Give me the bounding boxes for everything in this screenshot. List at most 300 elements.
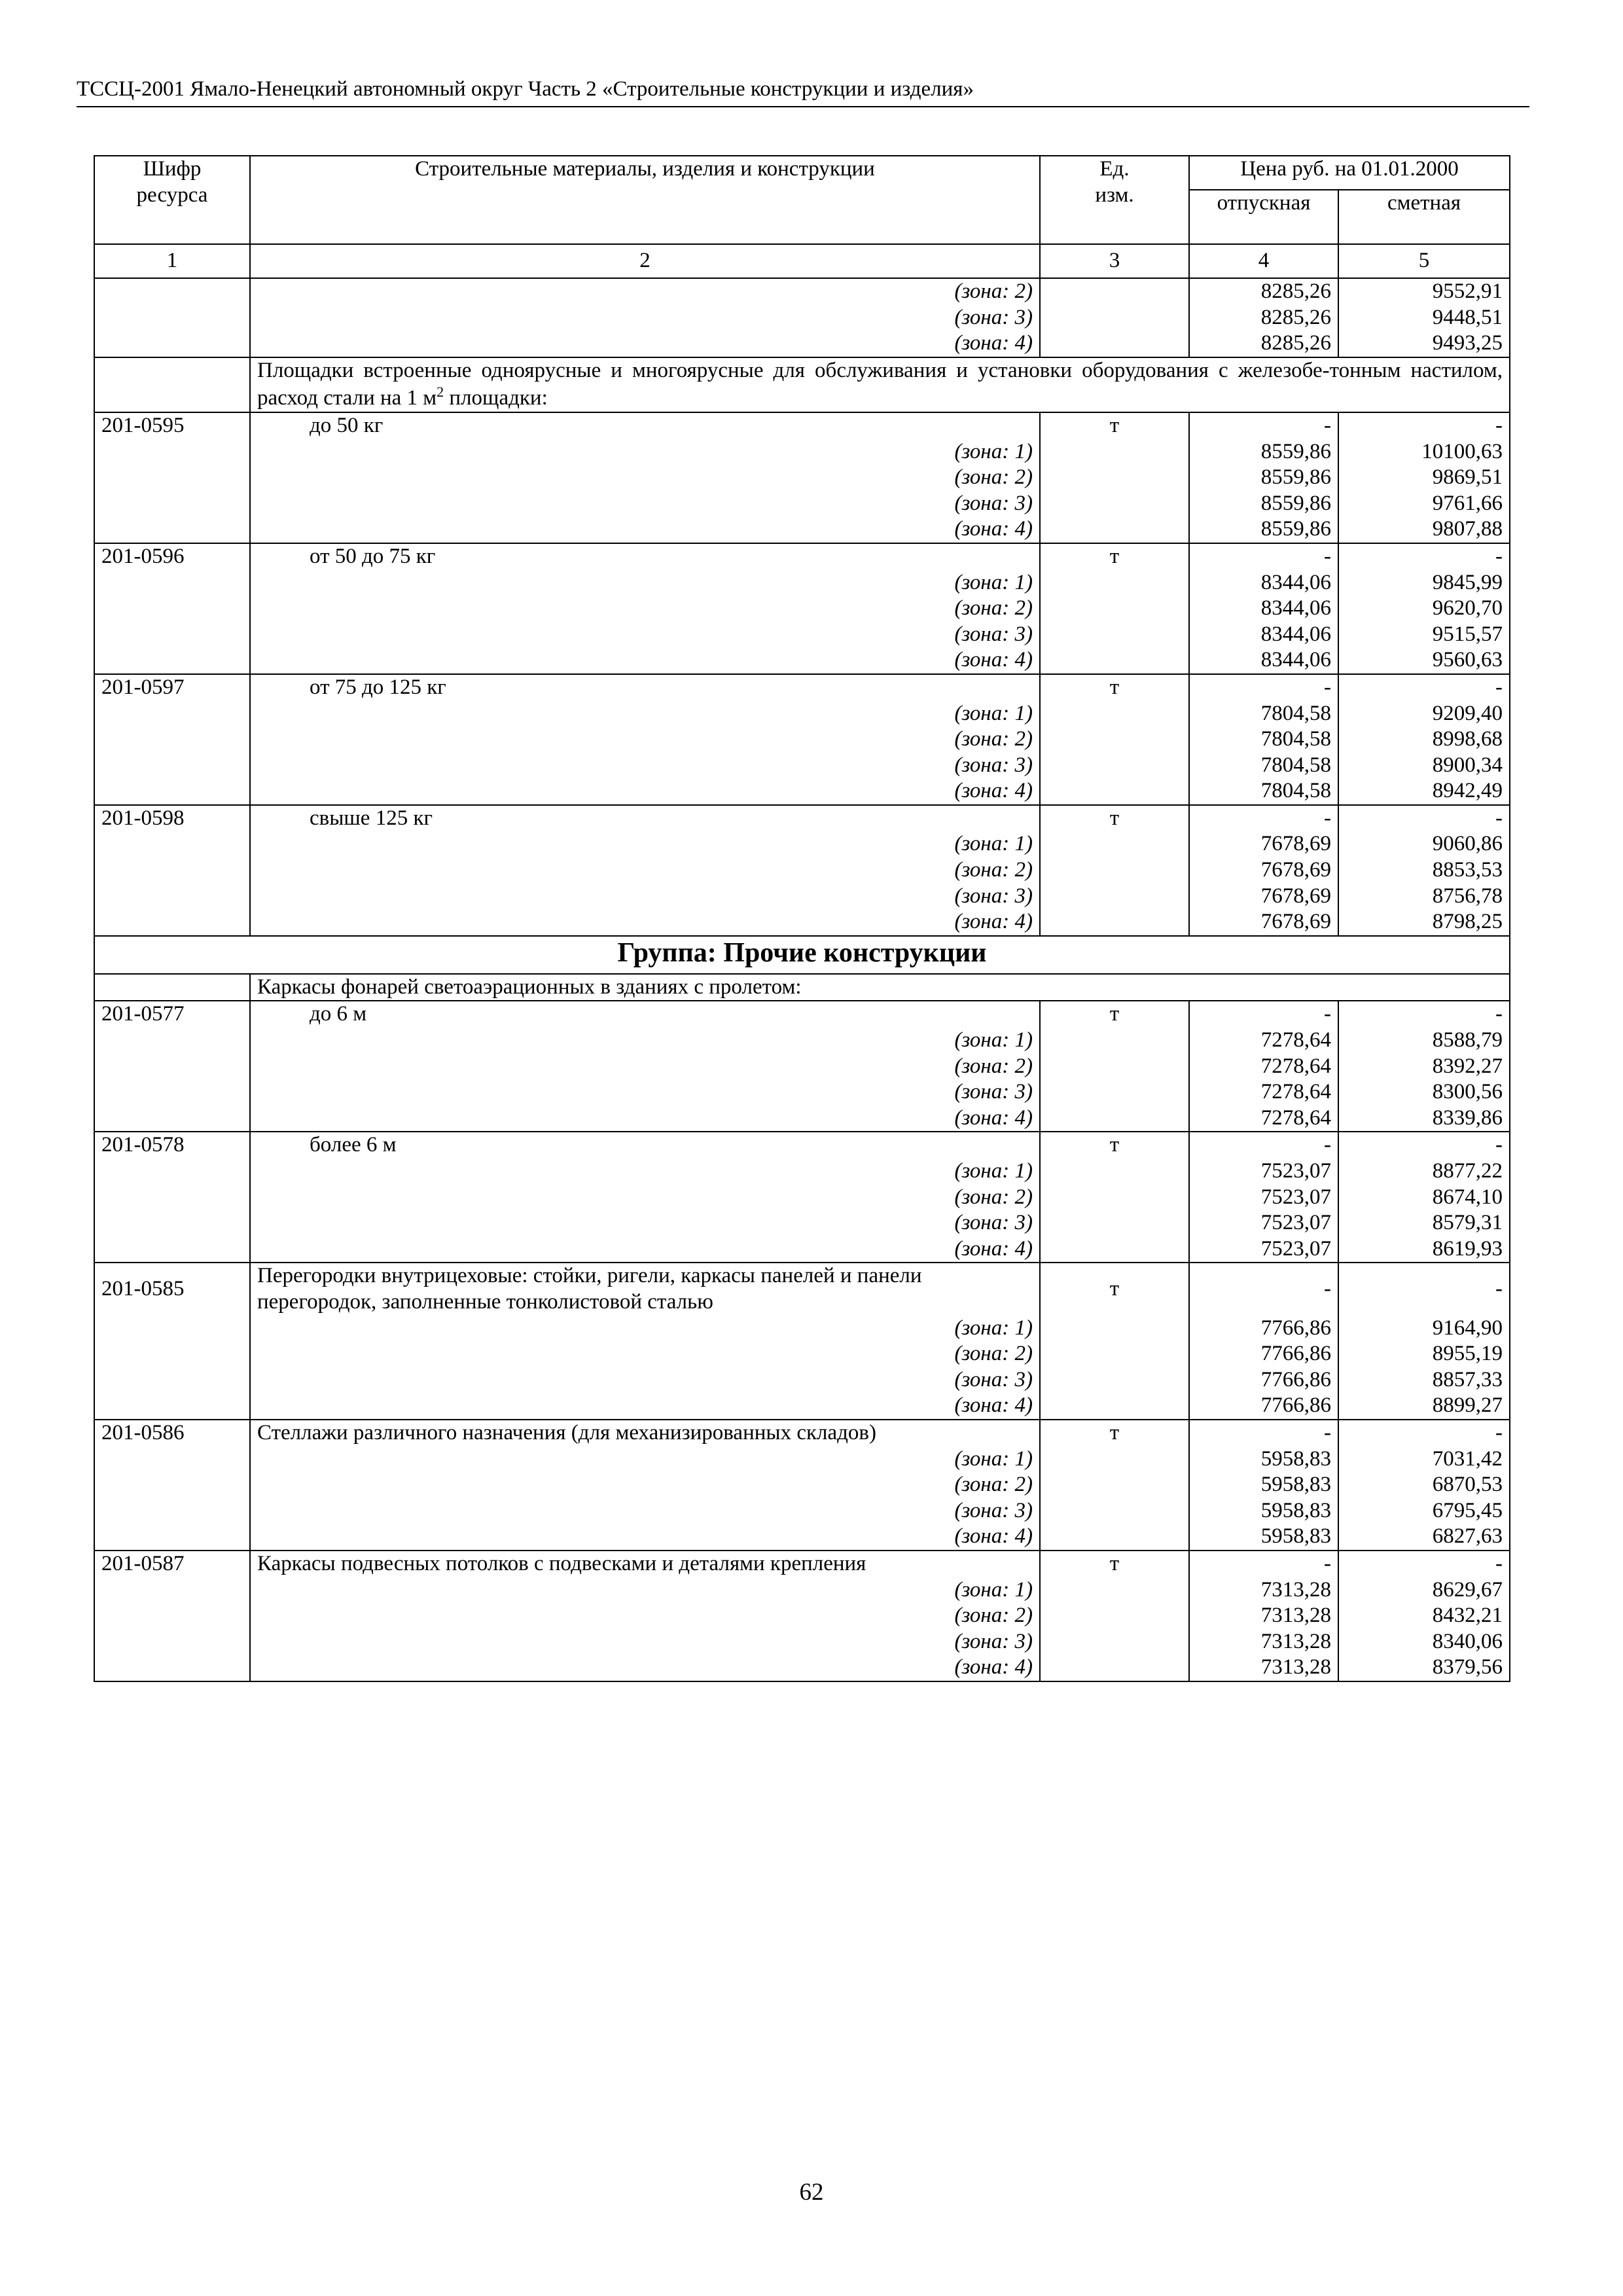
unit-cell bbox=[1040, 726, 1189, 753]
unit-cell: т bbox=[1040, 1001, 1189, 1028]
resource-code bbox=[94, 331, 250, 357]
estimate-price: 6795,45 bbox=[1338, 1498, 1510, 1524]
estimate-price: 6870,53 bbox=[1338, 1472, 1510, 1498]
item-row bbox=[94, 1420, 1510, 1446]
resource-code bbox=[94, 1498, 250, 1524]
item-row bbox=[94, 1551, 1510, 1577]
unit-cell: т bbox=[1040, 1420, 1189, 1446]
col-num-5: 5 bbox=[1338, 244, 1510, 278]
zone-label: (зона: 1) bbox=[250, 439, 1040, 465]
col-num-4: 4 bbox=[1189, 244, 1338, 278]
col-head-estimate: сметная bbox=[1338, 190, 1510, 244]
zone-label: (зона: 2) bbox=[250, 857, 1040, 884]
unit-cell bbox=[1040, 1655, 1189, 1681]
resource-code: 201-0597 bbox=[94, 674, 250, 701]
resource-code: 201-0585 bbox=[94, 1263, 250, 1315]
unit-cell bbox=[1040, 884, 1189, 910]
zone-row bbox=[94, 1524, 1510, 1551]
zone-label: (зона: 2) bbox=[250, 1054, 1040, 1080]
col-num-3: 3 bbox=[1040, 244, 1189, 278]
empty-code bbox=[94, 974, 250, 1001]
zone-row bbox=[94, 884, 1510, 910]
col-head-price: Цена руб. на 01.01.2000 bbox=[1189, 156, 1510, 190]
unit-cell bbox=[1040, 516, 1189, 543]
zone-row bbox=[94, 1054, 1510, 1080]
item-row bbox=[94, 412, 1510, 439]
estimate-price: 9761,66 bbox=[1338, 491, 1510, 517]
item-row bbox=[94, 674, 1510, 701]
release-price: 8285,26 bbox=[1189, 305, 1338, 331]
unit-cell bbox=[1040, 465, 1189, 491]
release-price: 8344,06 bbox=[1189, 622, 1338, 648]
item-name: свыше 125 кг bbox=[250, 805, 1040, 832]
resource-code bbox=[94, 1577, 250, 1604]
zone-label: (зона: 4) bbox=[250, 909, 1040, 936]
estimate-price: 9845,99 bbox=[1338, 570, 1510, 596]
col-head-name: Строительные материалы, изделия и конструкции bbox=[250, 156, 1040, 244]
zone-label: (зона: 1) bbox=[250, 1316, 1040, 1342]
unit-cell bbox=[1040, 1367, 1189, 1393]
resource-code: 201-0598 bbox=[94, 805, 250, 832]
estimate-price: 8899,27 bbox=[1338, 1393, 1510, 1420]
unit-cell bbox=[1040, 1210, 1189, 1236]
resource-code bbox=[94, 1185, 250, 1211]
zone-row bbox=[94, 1185, 1510, 1211]
col-head-release: отпускная bbox=[1189, 190, 1338, 244]
release-price: 7678,69 bbox=[1189, 831, 1338, 857]
section-heading-text bbox=[250, 357, 1510, 412]
zone-label: (зона: 4) bbox=[250, 516, 1040, 543]
resource-code bbox=[94, 1105, 250, 1132]
unit-cell bbox=[1040, 701, 1189, 727]
resource-code bbox=[94, 778, 250, 805]
zone-row bbox=[94, 1316, 1510, 1342]
release-price: - bbox=[1189, 1263, 1338, 1315]
release-price: 7766,86 bbox=[1189, 1393, 1338, 1420]
release-price: - bbox=[1189, 543, 1338, 570]
release-price: 8285,26 bbox=[1189, 331, 1338, 357]
zone-label: (зона: 1) bbox=[250, 701, 1040, 727]
zone-label: (зона: 4) bbox=[250, 1524, 1040, 1551]
release-price: 5958,83 bbox=[1189, 1524, 1338, 1551]
zone-label: (зона: 2) bbox=[250, 596, 1040, 622]
zone-row bbox=[94, 1210, 1510, 1236]
release-price: 7804,58 bbox=[1189, 701, 1338, 727]
zone-label: (зона: 3) bbox=[250, 305, 1040, 331]
zone-label: (зона: 4) bbox=[250, 1236, 1040, 1263]
zone-label: (зона: 1) bbox=[250, 831, 1040, 857]
zone-label: (зона: 3) bbox=[250, 753, 1040, 779]
resource-code: 201-0596 bbox=[94, 543, 250, 570]
release-price: 7313,28 bbox=[1189, 1629, 1338, 1655]
release-price: 5958,83 bbox=[1189, 1472, 1338, 1498]
release-price: - bbox=[1189, 1551, 1338, 1577]
estimate-price: 8853,53 bbox=[1338, 857, 1510, 884]
zone-row bbox=[94, 1629, 1510, 1655]
unit-cell: т bbox=[1040, 412, 1189, 439]
zone-label: (зона: 1) bbox=[250, 570, 1040, 596]
zone-row bbox=[94, 596, 1510, 622]
zone-row bbox=[94, 516, 1510, 543]
zone-row bbox=[94, 701, 1510, 727]
zone-label: (зона: 2) bbox=[250, 465, 1040, 491]
estimate-price: 8339,86 bbox=[1338, 1105, 1510, 1132]
resource-code bbox=[94, 570, 250, 596]
resource-code bbox=[94, 1524, 250, 1551]
item-name: Перегородки внутрицеховые: стойки, ригели, каркасы панелей и панели перегородок, заполненные тонколистовой сталью bbox=[250, 1263, 1040, 1315]
release-price: 7804,58 bbox=[1189, 726, 1338, 753]
resource-code bbox=[94, 1367, 250, 1393]
zone-row bbox=[94, 909, 1510, 936]
item-row bbox=[94, 1132, 1510, 1158]
release-price: 7678,69 bbox=[1189, 857, 1338, 884]
section-heading-text: Каркасы фонарей светоаэрационных в зданиях с пролетом: bbox=[250, 974, 1510, 1001]
zone-row bbox=[94, 1236, 1510, 1263]
resource-code bbox=[94, 1472, 250, 1498]
page-number: 62 bbox=[799, 2179, 824, 2206]
item-name: Стеллажи различного назначения (для механизированных складов) bbox=[250, 1420, 1040, 1446]
release-price: - bbox=[1189, 1420, 1338, 1446]
resource-code bbox=[94, 857, 250, 884]
release-price: 7766,86 bbox=[1189, 1316, 1338, 1342]
item-name: от 75 до 125 кг bbox=[250, 674, 1040, 701]
release-price: 7313,28 bbox=[1189, 1603, 1338, 1629]
estimate-price: - bbox=[1338, 1132, 1510, 1158]
release-price: - bbox=[1189, 1132, 1338, 1158]
zone-row bbox=[94, 1498, 1510, 1524]
resource-code bbox=[94, 1079, 250, 1105]
unit-cell: т bbox=[1040, 543, 1189, 570]
section-heading bbox=[94, 974, 1510, 1001]
unit-cell bbox=[1040, 1498, 1189, 1524]
release-price: 7804,58 bbox=[1189, 753, 1338, 779]
estimate-price: 7031,42 bbox=[1338, 1446, 1510, 1473]
unit-cell bbox=[1040, 857, 1189, 884]
zone-label: (зона: 1) bbox=[250, 1028, 1040, 1054]
zone-row bbox=[94, 1105, 1510, 1132]
estimate-price: 8674,10 bbox=[1338, 1185, 1510, 1211]
resource-code bbox=[94, 1629, 250, 1655]
item-name: от 50 до 75 кг bbox=[250, 543, 1040, 570]
resource-code bbox=[94, 278, 250, 305]
zone-row bbox=[94, 1655, 1510, 1681]
zone-label: (зона: 3) bbox=[250, 1367, 1040, 1393]
zone-row bbox=[94, 1158, 1510, 1185]
release-price: 7678,69 bbox=[1189, 909, 1338, 936]
zone-label: (зона: 4) bbox=[250, 1105, 1040, 1132]
unit-cell bbox=[1040, 1603, 1189, 1629]
zone-row bbox=[94, 278, 1510, 305]
resource-code: 201-0586 bbox=[94, 1420, 250, 1446]
resource-code bbox=[94, 516, 250, 543]
resource-code: 201-0595 bbox=[94, 412, 250, 439]
release-price: 8344,06 bbox=[1189, 570, 1338, 596]
unit-cell bbox=[1040, 596, 1189, 622]
release-price: - bbox=[1189, 674, 1338, 701]
zone-row bbox=[94, 778, 1510, 805]
estimate-price: 8619,93 bbox=[1338, 1236, 1510, 1263]
release-price: 8344,06 bbox=[1189, 596, 1338, 622]
zone-label: (зона: 2) bbox=[250, 1603, 1040, 1629]
unit-cell bbox=[1040, 647, 1189, 674]
unit-cell bbox=[1040, 1446, 1189, 1473]
estimate-price: - bbox=[1338, 1263, 1510, 1315]
unit-cell bbox=[1040, 1158, 1189, 1185]
zone-label: (зона: 2) bbox=[250, 278, 1040, 305]
resource-code bbox=[94, 1316, 250, 1342]
unit-cell bbox=[1040, 1341, 1189, 1367]
unit-cell bbox=[1040, 1079, 1189, 1105]
zone-row bbox=[94, 647, 1510, 674]
estimate-price: 9620,70 bbox=[1338, 596, 1510, 622]
estimate-price: 8877,22 bbox=[1338, 1158, 1510, 1185]
zone-row bbox=[94, 1341, 1510, 1367]
unit-cell bbox=[1040, 570, 1189, 596]
estimate-price: 9869,51 bbox=[1338, 465, 1510, 491]
zone-row bbox=[94, 465, 1510, 491]
zone-label: (зона: 1) bbox=[250, 1577, 1040, 1604]
zone-label: (зона: 2) bbox=[250, 1185, 1040, 1211]
zone-label: (зона: 4) bbox=[250, 331, 1040, 357]
estimate-price: - bbox=[1338, 412, 1510, 439]
zone-row bbox=[94, 1577, 1510, 1604]
price-table bbox=[94, 155, 1510, 1682]
zone-row bbox=[94, 726, 1510, 753]
release-price: 7804,58 bbox=[1189, 778, 1338, 805]
zone-label: (зона: 3) bbox=[250, 1629, 1040, 1655]
zone-label: (зона: 4) bbox=[250, 1393, 1040, 1420]
release-price: 8559,86 bbox=[1189, 465, 1338, 491]
resource-code bbox=[94, 647, 250, 674]
zone-label: (зона: 1) bbox=[250, 1158, 1040, 1185]
item-row bbox=[94, 543, 1510, 570]
zone-row bbox=[94, 1603, 1510, 1629]
release-price: 7766,86 bbox=[1189, 1341, 1338, 1367]
item-row bbox=[94, 1263, 1510, 1315]
estimate-price: - bbox=[1338, 1551, 1510, 1577]
estimate-price: 9552,91 bbox=[1338, 278, 1510, 305]
group-row bbox=[94, 936, 1510, 974]
unit-cell bbox=[1040, 1629, 1189, 1655]
unit-cell bbox=[1040, 778, 1189, 805]
release-price: 5958,83 bbox=[1189, 1446, 1338, 1473]
section-text: Площадки встроенные одноярусные и многоярусные для обслуживания и установки оборудования с железобе-тонным настилом, расход стали на 1 м bbox=[257, 358, 1503, 410]
estimate-price: 8340,06 bbox=[1338, 1629, 1510, 1655]
section-heading bbox=[94, 357, 1510, 412]
estimate-price: 8857,33 bbox=[1338, 1367, 1510, 1393]
zone-label: (зона: 3) bbox=[250, 491, 1040, 517]
estimate-price: 8432,21 bbox=[1338, 1603, 1510, 1629]
estimate-price: - bbox=[1338, 805, 1510, 832]
release-price: 7278,64 bbox=[1189, 1054, 1338, 1080]
resource-code: 201-0578 bbox=[94, 1132, 250, 1158]
unit-cell: т bbox=[1040, 674, 1189, 701]
zone-label: (зона: 3) bbox=[250, 1079, 1040, 1105]
resource-code bbox=[94, 1158, 250, 1185]
section-text-end: площадки: bbox=[444, 386, 548, 410]
unit-cell bbox=[1040, 1028, 1189, 1054]
zone-row bbox=[94, 305, 1510, 331]
estimate-price: 8392,27 bbox=[1338, 1054, 1510, 1080]
resource-code bbox=[94, 1054, 250, 1080]
resource-code bbox=[94, 596, 250, 622]
estimate-price: 9209,40 bbox=[1338, 701, 1510, 727]
release-price: 7523,07 bbox=[1189, 1210, 1338, 1236]
resource-code bbox=[94, 1236, 250, 1263]
empty-code bbox=[94, 357, 250, 412]
release-price: 7678,69 bbox=[1189, 884, 1338, 910]
estimate-price: 9560,63 bbox=[1338, 647, 1510, 674]
release-price: 7523,07 bbox=[1189, 1158, 1338, 1185]
estimate-price: 9493,25 bbox=[1338, 331, 1510, 357]
release-price: - bbox=[1189, 1001, 1338, 1028]
zone-row bbox=[94, 491, 1510, 517]
estimate-price: 8588,79 bbox=[1338, 1028, 1510, 1054]
unit-cell bbox=[1040, 622, 1189, 648]
zone-row bbox=[94, 1472, 1510, 1498]
release-price: - bbox=[1189, 412, 1338, 439]
estimate-price: 9807,88 bbox=[1338, 516, 1510, 543]
zone-label: (зона: 2) bbox=[250, 1341, 1040, 1367]
resource-code bbox=[94, 465, 250, 491]
zone-row bbox=[94, 857, 1510, 884]
estimate-price: 6827,63 bbox=[1338, 1524, 1510, 1551]
estimate-price: - bbox=[1338, 674, 1510, 701]
unit-cell bbox=[1040, 1236, 1189, 1263]
zone-row bbox=[94, 831, 1510, 857]
resource-code bbox=[94, 831, 250, 857]
release-price: 8559,86 bbox=[1189, 516, 1338, 543]
item-name: до 50 кг bbox=[250, 412, 1040, 439]
running-header: ТССЦ-2001 Ямало-Ненецкий автономный округ Часть 2 «Строительные конструкции и изделия» bbox=[77, 72, 1529, 107]
zone-label: (зона: 1) bbox=[250, 1446, 1040, 1473]
estimate-price: 8998,68 bbox=[1338, 726, 1510, 753]
estimate-price: 8300,56 bbox=[1338, 1079, 1510, 1105]
zone-label: (зона: 4) bbox=[250, 1655, 1040, 1681]
release-price: - bbox=[1189, 805, 1338, 832]
estimate-price: 9448,51 bbox=[1338, 305, 1510, 331]
estimate-price: 8900,34 bbox=[1338, 753, 1510, 779]
estimate-price: 8629,67 bbox=[1338, 1577, 1510, 1604]
resource-code bbox=[94, 1341, 250, 1367]
unit-cell bbox=[1040, 753, 1189, 779]
zone-row bbox=[94, 331, 1510, 357]
col-head-code: Шифр ресурса bbox=[94, 156, 250, 244]
unit-cell bbox=[1040, 1393, 1189, 1420]
zone-row bbox=[94, 622, 1510, 648]
release-price: 7523,07 bbox=[1189, 1236, 1338, 1263]
zone-label: (зона: 3) bbox=[250, 1210, 1040, 1236]
zone-label: (зона: 3) bbox=[250, 622, 1040, 648]
release-price: 8285,26 bbox=[1189, 278, 1338, 305]
item-row bbox=[94, 805, 1510, 832]
zone-label: (зона: 3) bbox=[250, 884, 1040, 910]
col-head-unit: Ед. изм. bbox=[1040, 156, 1189, 244]
resource-code bbox=[94, 884, 250, 910]
zone-row bbox=[94, 1028, 1510, 1054]
zone-label: (зона: 3) bbox=[250, 1498, 1040, 1524]
col-num-2: 2 bbox=[250, 244, 1040, 278]
zone-label: (зона: 4) bbox=[250, 647, 1040, 674]
release-price: 8344,06 bbox=[1189, 647, 1338, 674]
estimate-price: 9515,57 bbox=[1338, 622, 1510, 648]
item-name: до 6 м bbox=[250, 1001, 1040, 1028]
resource-code bbox=[94, 753, 250, 779]
resource-code bbox=[94, 1446, 250, 1473]
zone-row bbox=[94, 753, 1510, 779]
unit-cell bbox=[1040, 831, 1189, 857]
unit-cell bbox=[1040, 331, 1189, 357]
estimate-price: 10100,63 bbox=[1338, 439, 1510, 465]
unit-cell bbox=[1040, 278, 1189, 305]
release-price: 7278,64 bbox=[1189, 1079, 1338, 1105]
release-price: 8559,86 bbox=[1189, 491, 1338, 517]
release-price: 7313,28 bbox=[1189, 1655, 1338, 1681]
zone-row bbox=[94, 1079, 1510, 1105]
zone-row bbox=[94, 1367, 1510, 1393]
unit-cell bbox=[1040, 1524, 1189, 1551]
unit-cell bbox=[1040, 1054, 1189, 1080]
resource-code bbox=[94, 701, 250, 727]
release-price: 7313,28 bbox=[1189, 1577, 1338, 1604]
release-price: 8559,86 bbox=[1189, 439, 1338, 465]
resource-code bbox=[94, 909, 250, 936]
resource-code bbox=[94, 622, 250, 648]
resource-code bbox=[94, 1603, 250, 1629]
estimate-price: - bbox=[1338, 1001, 1510, 1028]
unit-cell: т bbox=[1040, 1551, 1189, 1577]
group-title: Группа: Прочие конструкции bbox=[94, 936, 1510, 974]
resource-code bbox=[94, 305, 250, 331]
release-price: 5958,83 bbox=[1189, 1498, 1338, 1524]
unit-cell bbox=[1040, 1577, 1189, 1604]
zone-label: (зона: 4) bbox=[250, 778, 1040, 805]
estimate-price: 8579,31 bbox=[1338, 1210, 1510, 1236]
estimate-price: - bbox=[1338, 543, 1510, 570]
resource-code bbox=[94, 491, 250, 517]
zone-row bbox=[94, 570, 1510, 596]
unit-cell: т bbox=[1040, 1263, 1189, 1315]
estimate-price: 8379,56 bbox=[1338, 1655, 1510, 1681]
zone-row bbox=[94, 439, 1510, 465]
zone-label: (зона: 2) bbox=[250, 726, 1040, 753]
release-price: 7766,86 bbox=[1189, 1367, 1338, 1393]
estimate-price: - bbox=[1338, 1420, 1510, 1446]
unit-cell bbox=[1040, 439, 1189, 465]
unit-cell bbox=[1040, 491, 1189, 517]
resource-code bbox=[94, 1210, 250, 1236]
unit-cell: т bbox=[1040, 805, 1189, 832]
resource-code: 201-0577 bbox=[94, 1001, 250, 1028]
estimate-price: 9164,90 bbox=[1338, 1316, 1510, 1342]
zone-row bbox=[94, 1446, 1510, 1473]
unit-cell bbox=[1040, 1105, 1189, 1132]
resource-code bbox=[94, 726, 250, 753]
estimate-price: 8955,19 bbox=[1338, 1341, 1510, 1367]
item-row bbox=[94, 1001, 1510, 1028]
unit-cell bbox=[1040, 1316, 1189, 1342]
release-price: 7523,07 bbox=[1189, 1185, 1338, 1211]
zone-row bbox=[94, 1393, 1510, 1420]
superscript: 2 bbox=[437, 384, 444, 401]
estimate-price: 9060,86 bbox=[1338, 831, 1510, 857]
unit-cell bbox=[1040, 1472, 1189, 1498]
unit-cell bbox=[1040, 1185, 1189, 1211]
col-num-1: 1 bbox=[94, 244, 250, 278]
item-name: более 6 м bbox=[250, 1132, 1040, 1158]
resource-code bbox=[94, 1028, 250, 1054]
unit-cell bbox=[1040, 305, 1189, 331]
